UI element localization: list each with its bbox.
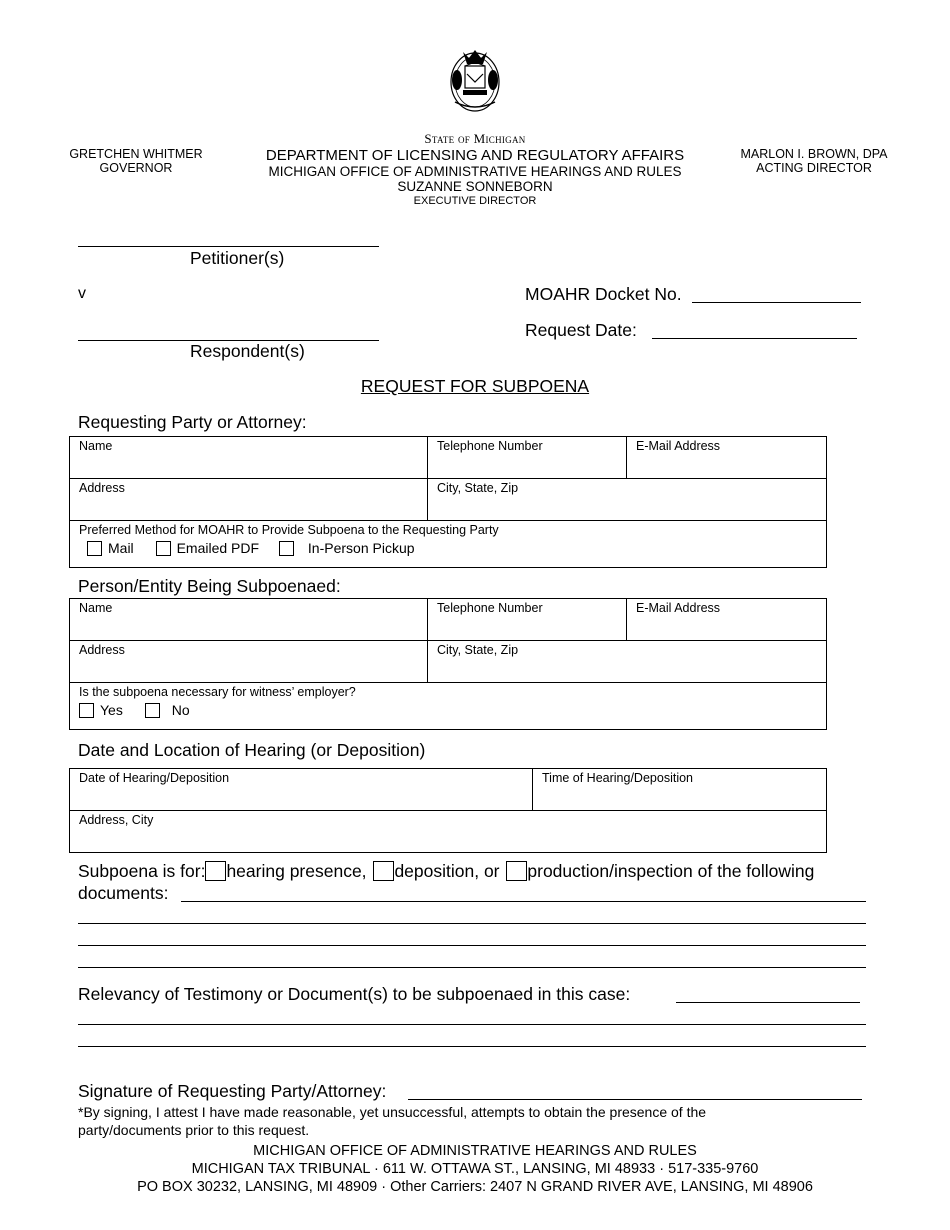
versus-label: v	[78, 285, 86, 302]
subpoenaed-city-field[interactable]: City, State, Zip	[428, 641, 827, 683]
subpoenaed-phone-field[interactable]: Telephone Number	[428, 599, 627, 641]
executive-title: EXECUTIVE DIRECTOR	[413, 195, 537, 207]
mail-option-label: Mail	[108, 540, 134, 556]
requester-name-field[interactable]: Name	[70, 437, 428, 479]
subpoenaed-address-field[interactable]: Address	[70, 641, 428, 683]
documents-line-1[interactable]	[181, 901, 866, 902]
in-person-pickup-checkbox[interactable]	[279, 541, 294, 556]
relevancy-line-3[interactable]	[78, 1046, 866, 1047]
purpose-prefix: Subpoena is for:	[78, 861, 206, 881]
form-title: REQUEST FOR SUBPOENA	[360, 376, 590, 396]
subpoenaed-name-field[interactable]: Name	[70, 599, 428, 641]
delivery-method-cell	[70, 521, 827, 568]
documents-line-2[interactable]	[78, 923, 866, 924]
footer	[0, 1142, 950, 1196]
documents-label: documents:	[78, 883, 169, 903]
relevancy-label: Relevancy of Testimony or Document(s) to be subpoenaed in this case:	[78, 984, 631, 1004]
director-name: MARLON I. BROWN, DPA	[740, 147, 888, 161]
requester-phone-field[interactable]: Telephone Number	[428, 437, 627, 479]
yes-checkbox[interactable]	[79, 703, 94, 718]
attestation-line-2: party/documents prior to this request.	[78, 1122, 310, 1138]
no-option-label: No	[171, 702, 190, 718]
production-label: production/inspection of the following	[527, 861, 815, 881]
employer-question-label: Is the subpoena necessary for witness’ employer?	[79, 685, 356, 699]
yes-option-label: Yes	[100, 702, 123, 718]
subpoenaed-heading: Person/Entity Being Subpoenaed:	[78, 576, 341, 596]
relevancy-line-2[interactable]	[78, 1024, 866, 1025]
hearing-table	[69, 768, 827, 853]
footer-line-2: MICHIGAN TAX TRIBUNAL · 611 W. OTTAWA ST., LANSING, MI 48933 · 517-335-9760	[191, 1161, 759, 1177]
production-checkbox[interactable]	[506, 861, 527, 881]
subpoenaed-table	[69, 598, 827, 730]
purpose-row	[78, 861, 814, 882]
docket-field[interactable]	[692, 302, 861, 303]
in-person-pickup-option-label: In-Person Pickup	[307, 540, 415, 556]
footer-line-1: MICHIGAN OFFICE OF ADMINISTRATIVE HEARINGS AND RULES	[253, 1143, 697, 1159]
emailed-pdf-option-label: Emailed PDF	[176, 540, 260, 556]
respondent-label: Respondent(s)	[190, 341, 305, 361]
hearing-date-field[interactable]: Date of Hearing/Deposition	[70, 769, 533, 811]
office-name: MICHIGAN OFFICE OF ADMINISTRATIVE HEARINGS AND RULES	[268, 164, 682, 179]
requesting-party-table	[69, 436, 827, 568]
governor-title: GOVERNOR	[99, 161, 173, 175]
requester-city-field[interactable]: City, State, Zip	[428, 479, 827, 521]
director-title: ACTING DIRECTOR	[756, 161, 872, 175]
requester-email-field[interactable]: E-Mail Address	[627, 437, 827, 479]
no-checkbox[interactable]	[145, 703, 160, 718]
docket-label: MOAHR Docket No.	[525, 284, 682, 304]
requester-address-field[interactable]: Address	[70, 479, 428, 521]
documents-line-3[interactable]	[78, 945, 866, 946]
mail-checkbox[interactable]	[87, 541, 102, 556]
employer-question-cell	[70, 683, 827, 730]
attestation-line-1: *By signing, I attest I have made reasonable, yet unsuccessful, attempts to obtain the presence of the	[78, 1104, 707, 1120]
state-name: State of Michigan	[424, 131, 526, 146]
request-date-label: Request Date:	[525, 320, 637, 340]
attestation-text	[78, 1103, 706, 1139]
deposition-checkbox[interactable]	[373, 861, 394, 881]
director-block	[730, 147, 898, 175]
executive-name: SUZANNE SONNEBORN	[397, 179, 553, 194]
signature-label: Signature of Requesting Party/Attorney:	[78, 1081, 387, 1101]
michigan-state-seal	[443, 44, 507, 114]
department-name: DEPARTMENT OF LICENSING AND REGULATORY AFFAIRS	[265, 147, 685, 164]
petitioner-label: Petitioner(s)	[190, 248, 285, 268]
hearing-presence-label: hearing presence,	[226, 861, 367, 881]
footer-line-3: PO BOX 30232, LANSING, MI 48909 · Other Carriers: 2407 N GRAND RIVER AVE, LANSING, MI 48906	[137, 1179, 813, 1195]
agency-header	[245, 131, 705, 208]
subpoenaed-email-field[interactable]: E-Mail Address	[627, 599, 827, 641]
signature-field[interactable]	[408, 1099, 862, 1100]
hearing-time-field[interactable]: Time of Hearing/Deposition	[533, 769, 827, 811]
governor-block	[58, 147, 214, 175]
hearing-presence-checkbox[interactable]	[205, 861, 226, 881]
hearing-heading: Date and Location of Hearing (or Deposition)	[78, 740, 426, 760]
governor-name: GRETCHEN WHITMER	[69, 147, 203, 161]
deposition-label: deposition, or	[394, 861, 500, 881]
emailed-pdf-checkbox[interactable]	[156, 541, 171, 556]
delivery-method-label: Preferred Method for MOAHR to Provide Subpoena to the Requesting Party	[79, 523, 499, 537]
relevancy-line-1[interactable]	[676, 1002, 860, 1003]
request-date-field[interactable]	[652, 338, 857, 339]
requesting-party-heading: Requesting Party or Attorney:	[78, 412, 307, 432]
documents-line-4[interactable]	[78, 967, 866, 968]
petitioner-line[interactable]	[78, 246, 379, 247]
hearing-address-field[interactable]: Address, City	[70, 811, 827, 853]
